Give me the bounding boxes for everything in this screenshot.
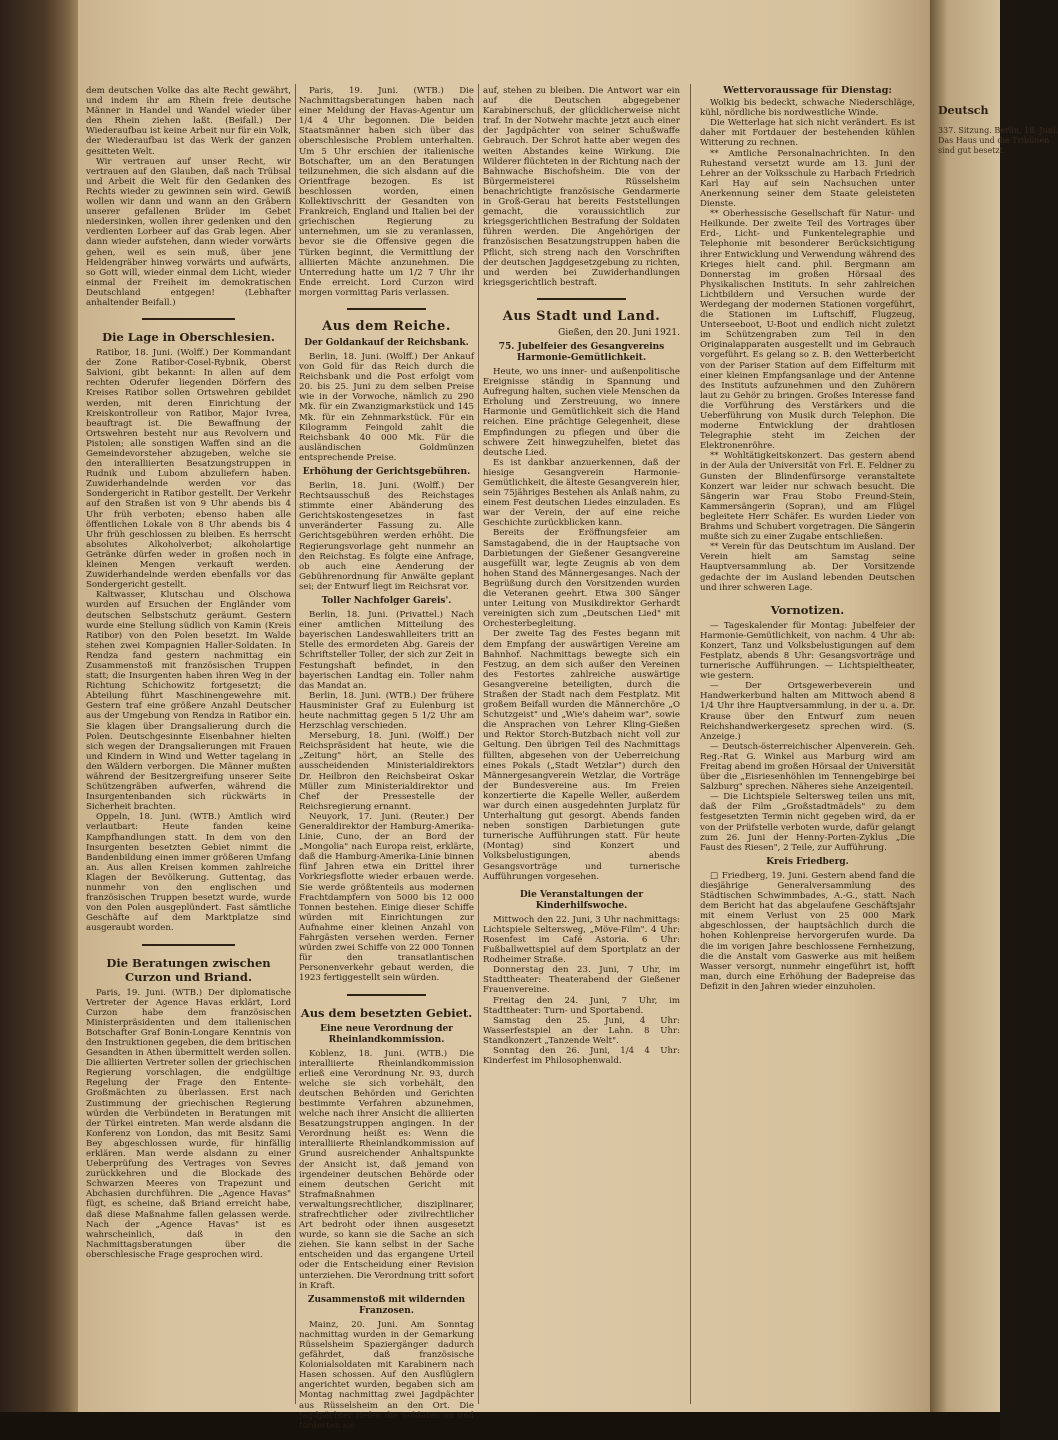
paragraph: auf, stehen zu bleiben. Die Antwort war ein auf die Deutschen abgegebener Karabinerschuß, der glücklicherweise nicht traf. In der Notwehr machte jetzt auch einer der Jagdpächter von seiner Schußwaffe Gebrauch. Der Schrot hatte aber wegen des weiten Abstandes keine Wirkung. Die Wilderer flüchteten in der Richtung nach der Bahnwache Bischofsheim. Die von der Bürgermeisterei Rüsselsheim benachrichtigte französische Gendarmerie in Groß-Gerau hat bereits Feststellungen gemacht, die voraussichtlich zur kriegsgerichtlichen Bestrafung der Soldaten führen werden. Die Angehörigen der französischen Besatzungstruppen haben die Pflicht, sich streng nach den Vorschriften der deutschen Jagdgesetzgebung zu richten, und werden bei Zuwiderhandlungen kriegsgerichtlich bestraft. [483,86,680,288]
page-bottom-edge [0,1412,1000,1440]
paragraph: Paris, 19. Juni. (WTB.) Die Nachmittagsberatungen haben nach einer Meldung der Havas-Agentur um 1/4 4 Uhr begonnen. Die beiden Staatsmänner haben sich über das oberschlesische Problem unterhalten. Um 5 Uhr erschien der italienische Botschafter, um an den Beratungen teilzunehmen, die sich alsdann auf die Orientfrage bezogen. Es ist beschlossen worden, einen Kollektivschritt der Gesandten von Frankreich, England und Italien bei der griechischen Regierung zu unternehmen, um sie zu veranlassen, bevor sie die Offensive gegen die Türken beginnt, die Vermittlung der alliierten Mächte anzunehmen. Die Unterredung hatte um 1/2 7 Uhr ihr Ende erreicht. Lord Curzon wird morgen vormittag Paris verlassen. [299,86,474,298]
column-1 [86,86,291,1406]
paragraph: — Deutsch-österreichischer Alpenverein. Geh. Reg.-Rat G. Winkel aus Marburg wird am Freitag abend im großen Hörsaal der Universität über die „Eisriesenhöhlen im Tennengebirge bei Salzburg" sprechen. Näheres siehe Anzeigenteil. [700,741,915,793]
divider [142,318,234,320]
paragraph: Wolkig bis bedeckt, schwache Niederschläge, kühl, nördliche bis nordwestliche Winde. [700,98,915,119]
paragraph: Berlin, 18. Juni. (Wolff.) Der Ankauf von Gold für das Reich durch die Reichsbank und die Post erfolgt vom 20. bis 25. Juni zu dem selben Preise wie in der Vorwoche, nämlich zu 290 Mk. für ein Zwanzigmarkstück und 145 Mk. für ein Zehnmarkstück. Für ein Kilogramm Feingold zahlt die Reichsbank 40 000 Mk. Für die ausländischen Goldmünzen entsprechende Preise. [299,351,474,463]
paragraph: ** Wohltätigkeitskonzert. Das gestern abend in der Aula der Universität von Frl. E. Feldner zu Gunsten der Blindenfürsorge veranstaltete Konzert war leider nur schwach besucht. Die Sängerin war Frau Stobo Freund-Stein, Kammersängerin (Sopran), und am Flügel begleitete Herr Schäfer. Es wurden Lieder von Brahms und Schubert vorgetragen. Die Sängerin mußte sich zu einer Zugabe entschließen. [700,451,915,543]
article-subheading: Erhöhung der Gerichtsgebühren. [302,467,471,477]
article-subheading: Kreis Friedberg. [766,856,849,867]
article-heading: Die Lage in Oberschlesien. [102,330,275,345]
article-subheading: 75. Jubelfeier des Gesangvereins Harmonie-Gemütlichkeit. [498,341,665,363]
paragraph: Wir vertrauen auf unser Recht, wir vertrauen auf den Glauben, daß nach Trübsal und Arbeit die Welt für den Gedanken des Rechts wieder zu gewinnen sein wird. Gewiß wollen wir dann und wann an den Gräbern unserer gefallenen Brüder im Gebet niedersinken, wollen ihrer gedenken und den verdienten Lorbeer auf das Grab legen. Aber dann wieder aufstehen, dann wieder vorwärts gehen, weil es sein muß, über jene Heldengräber hinweg vorwärts und aufwärts, so Gott will, wieder einmal dem Licht, wieder einmal der Freiheit im demokratischen Deutschland entgegen! (Lebhafter anhaltender Beifall.) [86,156,291,308]
adjacent-page [930,0,1058,1420]
paragraph: — Die Lichtspiele Seltersweg teilen uns mit, daß der Film „Großstadtmädels" zu dem festgesetzten Termin nicht gegeben wird, da er von der Prüfstelle verboten wurde, dafür gelangt zum 26. Juni der Henny-Porten-Zyklus „Die Faust des Riesen", 2 Teile, zur Aufführung. [700,792,915,853]
paragraph: dem deutschen Volke das alte Recht gewährt, und indem ihr am Rhein freie deutsche Männer in Handel und Wandel wieder über den Rhein ziehen laßt. (Beifall.) Der Wiederaufbau ist keine Arbeit nur für ein Volk, der Wiederaufbau ist das Werk der ganzen gesitteten Welt. [86,86,291,157]
divider [347,994,426,996]
adjacent-page-heading: Deutsch [938,104,989,117]
paragraph: Koblenz, 18. Juni. (WTB.) Die interalliierte Rheinlandkommission erließ eine Verordnung Nr. 93, durch welche sie sich vorbehält, den deutschen Behörden und Gerichten bestimmte Verfahren abzunehmen, welche nach ihrer Ansicht die alliierten Besatzungstruppen angingen. In der Verordnung heißt es: Wenn die interalliierte Rheinlandkommission auf Grund ausreichender Anhaltspunkte der Ansicht ist, daß jemand von irgendeiner deutschen Behörde oder einem deutschen Gericht mit Strafmaßnahmen verwaltungsrechtlicher, disziplinarer, strafrechtlicher oder zivilrechtlicher Art bedroht oder ihnen ausgesetzt wurde, so kann sie die Sache an sich ziehen. Sie kann selbst in der Sache entscheiden und das ergangene Urteil oder die Entscheidung einer Revision unterziehen. Die Verordnung tritt sofort in Kraft. [299,1048,474,1291]
paragraph: Samstag den 25. Juni, 4 Uhr: Wasserfestspiel an der Lahn. 8 Uhr: Standkonzert „Tanzende Welt". [483,1015,680,1046]
section-heading: Aus dem Reiche. [322,318,451,334]
paragraph: Heute, wo uns inner- und außenpolitische Ereignisse ständig in Spannung und Aufregung halten, suchen viele Menschen da Erholung und Zerstreuung, wo innere Harmonie und Gemütlichkeit sich die Hand reichen. Eine prächtige Gelegenheit, diese Empfindungen zu pflegen und über die schwere Zeit hinwegzuhelfen, bietet das deutsche Lied. [483,366,680,458]
paragraph: Berlin, 18. Juni. (Privattel.) Nach einer amtlichen Mitteilung des bayerischen Landeswahlleiters tritt an Stelle des ermordeten Abg. Gareis der Schriftsteller Toller, der sich zur Zeit in Festungshaft befindet, in den bayerischen Landtag ein. Toller nahm das Mandat an. [299,610,474,691]
dateline: Gießen, den 20. Juni 1921. [558,327,680,338]
paragraph: Merseburg, 18. Juni. (Wolff.) Der Reichspräsident hat heute, wie die „Zeitung" hört, an Stelle des ausscheidenden Ministerialdirektors Dr. Heilbron den Reichsbeirat Oskar Müller zum Ministerialdirektor und Chef der Pressestelle der Reichsregierung ernannt. [299,731,474,812]
book-binding-shadow [0,0,80,1440]
adjacent-page-text: 337. Sitzung. Berlin, 18. Juni. Das Haus und die Tribünen sind gut besetzt. [938,126,1058,155]
paragraph: ** Oberhessische Gesellschaft für Natur- und Heilkunde. Der zweite Teil des Vortrages über Erd-, Licht- und Funkentelegraphie und Telephonie mit besonderer Berücksichtigung ihrer Entwicklung und Verwendung während des Krieges hielt cand. phil. Bergmann am Donnerstag im großen Hörsaal des Physikalischen Instituts. In sehr zahlreichen Lichtbildern und Versuchen wurde der Werdegang der modernen Stationen vorgeführt, die Stationen im Luftschiff, Flugzeug, Unterseeboot, U-Boot und endlich nicht zuletzt im Schützengraben zum Teil in den Originalapparaten ausgestellt und im Gebrauch vorgeführt. Es gelang so z. B. den Wetterbericht von der Pariser Station auf dem Eiffelturm mit einer kleinen Empfangsanlage und der Antenne des Instituts aufzunehmen und den Zuhörern laut zu Gehör zu bringen. Großes Interesse fand die Vorführung des Verstärkers und die Ueberführung von Musik durch Telephon. Die moderne Entwicklung der drahtlosen Telegraphie steht im Zeichen der Elektronenröhre. [700,209,915,452]
column-rule [478,84,479,1404]
divider [347,308,426,310]
paragraph: Die Wetterlage hat sich nicht verändert. Es ist daher mit Fortdauer der bestehenden kühlen Witterung zu rechnen. [700,118,915,149]
paragraph: Sonntag den 26. Juni, 1/4 4 Uhr: Kinderfest im Philosophenwald. [483,1045,680,1067]
column-2 [299,86,474,1431]
column-4 [700,86,915,1406]
section-heading: Aus dem besetzten Gebiet. [300,1005,473,1020]
article-heading: Die Beratungen zwischen Curzon und Briand. [106,955,271,984]
paragraph: — Tageskalender für Montag: Jubelfeier der Harmonie-Gemütlichkeit, von nachm. 4 Uhr ab: Konzert, Tanz und Volksbelustigungen auf dem Festplatz, abends 8 Uhr: Gesangsvorträge und turnerische Aufführungen. — Lichtspieltheater, wie gestern. [700,620,915,682]
paragraph: Freitag den 24. Juni, 7 Uhr, im Stadttheater: Turn- und Sportabend. [483,995,680,1016]
column-rule [690,84,691,1404]
weather-heading: Wettervoraussage für Dienstag: [723,85,892,96]
paragraph: Kaltwasser, Klutschau und Olschowa wurden auf Ersuchen der Engländer vom deutschen Selbstschutz geräumt. Gestern wurde eine Stellung südlich von Kamin (Kreis Ratibor) von den Polen besetzt. Im Walde stehen zwei Kompagnien Haller-Soldaten. In Rendza fand gestern nachmittag ein Zusammenstoß mit französischen Truppen statt; die Insurgenten haben ihren Weg in der Richtung Schichowitz fortgesetzt; die Abteilung führt Maschinengewehre mit. Gestern traf eine größere Anzahl Deutscher aus der Umgebung von Rendza in Ratibor ein. Sie klagen über Drangsalierung durch die Polen. Deutschgesinnte Eisenbahner hielten sich wegen der Drangsalierungen mit Frauen und Kindern in Wind und Wetter tagelang in den Wäldern verborgen. Die Männer mußten während der Besitzergreifung unserer Seite Schützengräben aufwerfen, während die Insurgentenbanden sich rückwärts in Sicherheit brachten. [86,590,291,813]
paragraph: Mainz, 20. Juni. Am Sonntag nachmittag wurden in der Gemarkung Rüsselsheim Spaziergänger dadurch gefährdet, daß französische Kolonialsoldaten mit Karabinern nach Hasen schossen. Auf den Ausflüglern angerichtet wurden, begaben sich am Montag nachmittag zwei Jagdpächter aus Rüsselsheim an den Ort. Die Jagdpächter riefen die Soldaten an und forderten sie [299,1319,474,1431]
paragraph: Oppeln, 18. Juni. (WTB.) Amtlich wird verlautbart: Heute fanden keine Kampfhandlungen statt. In dem von den Insurgenten besetzten Gebiet nimmt die Bandenbildung einen immer größeren Umfang an. Aus allen Kreisen kommen zahlreiche Klagen der Bevölkerung. Guttentag, das nunmehr von den englischen und französischen Truppen besetzt wurde, wurde von den Polen ausgeplündert. Fast sämtliche Geschäfte auf dem Marktplatze sind ausgeraubt worden. [86,812,291,934]
article-subheading: Eine neue Verordnung der Rheinlandkommission. [320,1023,453,1045]
paragraph: Der zweite Tag des Festes begann mit dem Empfang der auswärtigen Vereine am Bahnhof. Nachmittags bewegte sich ein Festzug, an dem sich außer den Vereinen des Festortes zahlreiche auswärtige Gesangvereine beteiligten, durch die Straßen der Stadt nach dem Festplatz. Mit großem Beifall wurden die Männerchöre „O Schutzgeist" und „Wie's daheim war", sowie die Ansprachen von Lehrer Kling-Gießen und Rektor Storch-Butzbach nicht voll zur Geltung. Den übrigen Teil des Nachmittags füllten, abgesehen von der Ueberreichung eines Pokals („Stadt Wetzlar") durch den Männergesangverein Wetzlar, die Vorträge der Bundesvereine aus. Im Freien konzertierte die Kapelle Weller, außerdem war durch einen ausgedehnten Jurplatz für Unterhaltung gut gesorgt. Abends fanden neben sonstigen Darbietungen gute turnerische Aufführungen statt. Für heute (Montag) sind Konzert und Volksbelustigungen, abends Gesangsvorträge und turnerische Aufführungen vorgesehen. [483,629,680,882]
paragraph: ** Amtliche Personalnachrichten. In den Ruhestand versetzt wurde am 13. Juni der Lehrer an der Volksschule zu Harbach Friedrich Karl Hay auf sein Nachsuchen unter Anerkennung seiner dem Staate geleisteten Dienste. [700,148,915,210]
paragraph: ** Verein für das Deutschtum im Ausland. Der Verein hielt am Samstag seine Hauptversammlung ab. Der Vorsitzende gedachte der im Ausland lebenden Deutschen und ihrer schweren Lage. [700,542,915,593]
section-heading: Vornotizen. [770,602,845,617]
paragraph: Es ist dankbar anzuerkennen, daß der hiesige Gesangverein Harmonie-Gemütlichkeit, die älteste Gesangverein hier, sein 75jähriges Bestehen als Anlaß nahm, zu einem Fest deutschen Liedes einzuladen. Es war der Verein, der auf eine reiche Geschichte zurückblicken kann. [483,457,680,529]
paragraph: Bereits der Eröffnungsfeier am Samstagabend, die in der Hauptsache von Darbietungen der Gießener Gesangvereine ausgefüllt war, legte Zeugnis ab von dem hohen Stand des Männergesanges. Nach der Begrüßung durch den Vorsitzenden wurden die Veteranen geehrt. Etwa 300 Sänger unter Leitung von Musikdirektor Gerhardt vereinigten sich zum „Deutschen Lied" mit Orchesterbegleitung. [483,528,680,630]
divider [537,298,626,300]
paragraph: Paris, 19. Juni. (WTB.) Der diplomatische Vertreter der Agence Havas erklärt, Lord Curzon habe dem französischen Ministerpräsidenten und dem italienischen Botschafter Graf Bonin-Longare Kenntnis von den Instruktionen gegeben, die dem britischen Gesandten in Athen übermittelt werden sollen. Die alliierten Vertreter sollen der griechischen Regierung vorschlagen, die endgültige Regelung der Frage den Entente-Großmächten zu überlassen. Erst nach Zustimmung der griechischen Regierung würden die Verbündeten in Beratungen mit der Türkei eintreten. Man werde alsdann die Konferenz von London, das mit Besitz Sami Bey abgeschlossen wurde, für hinfällig erklären. Man werde alsdann zu einer Ueberprüfung des Vertrages von Sevres zurückkehren und die Blockade des Schwarzen Meeres von Trapezunt und Abchasien durchführen. Die „Agence Havas" fügt, es scheine, daß Briand erreicht habe, daß diese Maßnahme fallen gelassen werde. Nach der „Agence Havas" ist es wahrscheinlich, daß in den Nachmittagsberatungen über die oberschlesische Frage gesprochen wird. [86,987,291,1260]
divider [142,944,234,946]
article-subheading: Zusammenstoß mit wildernden Franzosen. [307,1294,466,1316]
article-subheading: Die Veranstaltungen der Kinderhilfswoche. [519,889,644,911]
section-heading: Aus Stadt und Land. [502,308,661,324]
column-3 [483,86,680,1406]
article-subheading: Toller Nachfolger Gareis'. [321,596,452,607]
paragraph: Donnerstag den 23. Juni, 7 Uhr, im Stadttheater: Theaterabend der Gießener Frauenvereine. [483,965,680,996]
paragraph: Neuyork, 17. Juni. (Reuter.) Der Generaldirektor der Hamburg-Amerika-Linie, Cuno, der an Bord der „Mongolia" nach Europa reist, erklärte, daß die Hamburg-Amerika-Linie binnen fünf Jahren etwa ein Drittel ihrer Vorkriegsflotte wieder erbauen werde. Sie werde größtenteils aus modernen Frachtdampfern von 5000 bis 12 000 Tonnen bestehen. Einige dieser Schiffe würden mit Einrichtungen zur Aufnahme einer kleinen Anzahl von Fahrgästen versehen werden. Ferner würden zwei Schiffe von 22 000 Tonnen für den transatlantischen Personenverkehr gebaut werden, die 1923 fertiggestellt sein würden. [299,811,474,984]
paragraph: Berlin, 18. Juni. (Wolff.) Der Rechtsausschuß des Reichstages stimmte einer Abänderung des Gerichtskostengesetzes in fast unveränderter Fassung zu. Alle Gerichtsgebühren werden erhöht. Die Regierungsvorlage geht nunmehr an den Reichstag. Es folgte eine Anfrage, ob auch eine Aenderung der Gebührenordnung für Anwälte geplant sei; der Entwurf liegt im Reichsrat vor. [299,481,474,592]
column-rule [295,84,296,1404]
paragraph: Berlin, 18. Juni. (WTB.) Der frühere Hausminister Graf zu Eulenburg ist heute nachmittag gegen 5 1/2 Uhr am Herzschlag verschieden. [299,690,474,732]
article-subheading: Der Goldankauf der Reichsbank. [304,337,469,348]
paragraph: Ratibor, 18. Juni. (Wolff.) Der Kommandant der Zone Ratibor-Cosel-Rybnik, Oberst Salvioni, gibt bekannt: In allen auf dem rechten Oderufer liegenden Dörfern des Kreises Ratibor sollen Ortswehren gebildet werden, mit deren Einrichtung der Kreiskontrolleur von Ratibor, Major Ivrea, beauftragt ist. Die Bewaffnung der Ortswehren besteht nur aus Revolvern und Pistolen; alle sonstigen Waffen sind an die Gemeindevorsteher abzugeben, welche sie den interalliierten Besatzungstruppen in Rudnik und Lubom abzuliefern haben. Zuwiderhandelnde werden vor das Sondergericht in Ratibor gestellt. Der Verkehr auf den Straßen ist von 9 Uhr abends bis 4 Uhr früh verboten; ebenso haben alle öffentlichen Lokale von 8 Uhr abends bis 4 Uhr früh geschlossen zu bleiben. Es herrscht absolutes Alkoholverbot; alkoholartige Getränke dürfen weder in großen noch in kleinen Mengen verkauft werden. Zuwiderhandelnde werden ebenfalls vor das Sondergericht gestellt. [86,348,291,591]
paragraph: — Der Ortsgewerbeverein und Handwerkerbund halten am Mittwoch abend 8 1/4 Uhr ihre Hauptversammlung, in der u. a. Dr. Krause über den Entwurf zum neuen Reichshandwerkergesetz sprechen wird. (S. Anzeige.) [700,681,915,742]
paragraph: Mittwoch den 22. Juni, 3 Uhr nachmittags: Lichtspiele Seltersweg, „Möve-Film". 4 Uhr: Rosenfest im Café Astoria. 6 Uhr: Fußballwettspiel auf dem Sportplatz an der Rodheimer Straße. [483,914,680,966]
paragraph: □ Friedberg, 19. Juni. Gestern abend fand die diesjährige Generalversammlung des Städtischen Schwimmbades, A.-G., statt. Nach dem Bericht hat das abgelaufene Geschäftsjahr mit einem Verlust von 25 000 Mark abgeschlossen, der hauptsächlich durch die hohen Kohlenpreise hervorgerufen wurde. Da die im vorigen Jahre beschlossene Fernheizung, die die Anstalt vom Gaswerke aus mit heißem Wasser versorgt, nunmehr eingeführt ist, hofft man, durch eine Erhöhung der Badepreise das Defizit in den Jahren wieder einzuholen. [700,870,915,992]
